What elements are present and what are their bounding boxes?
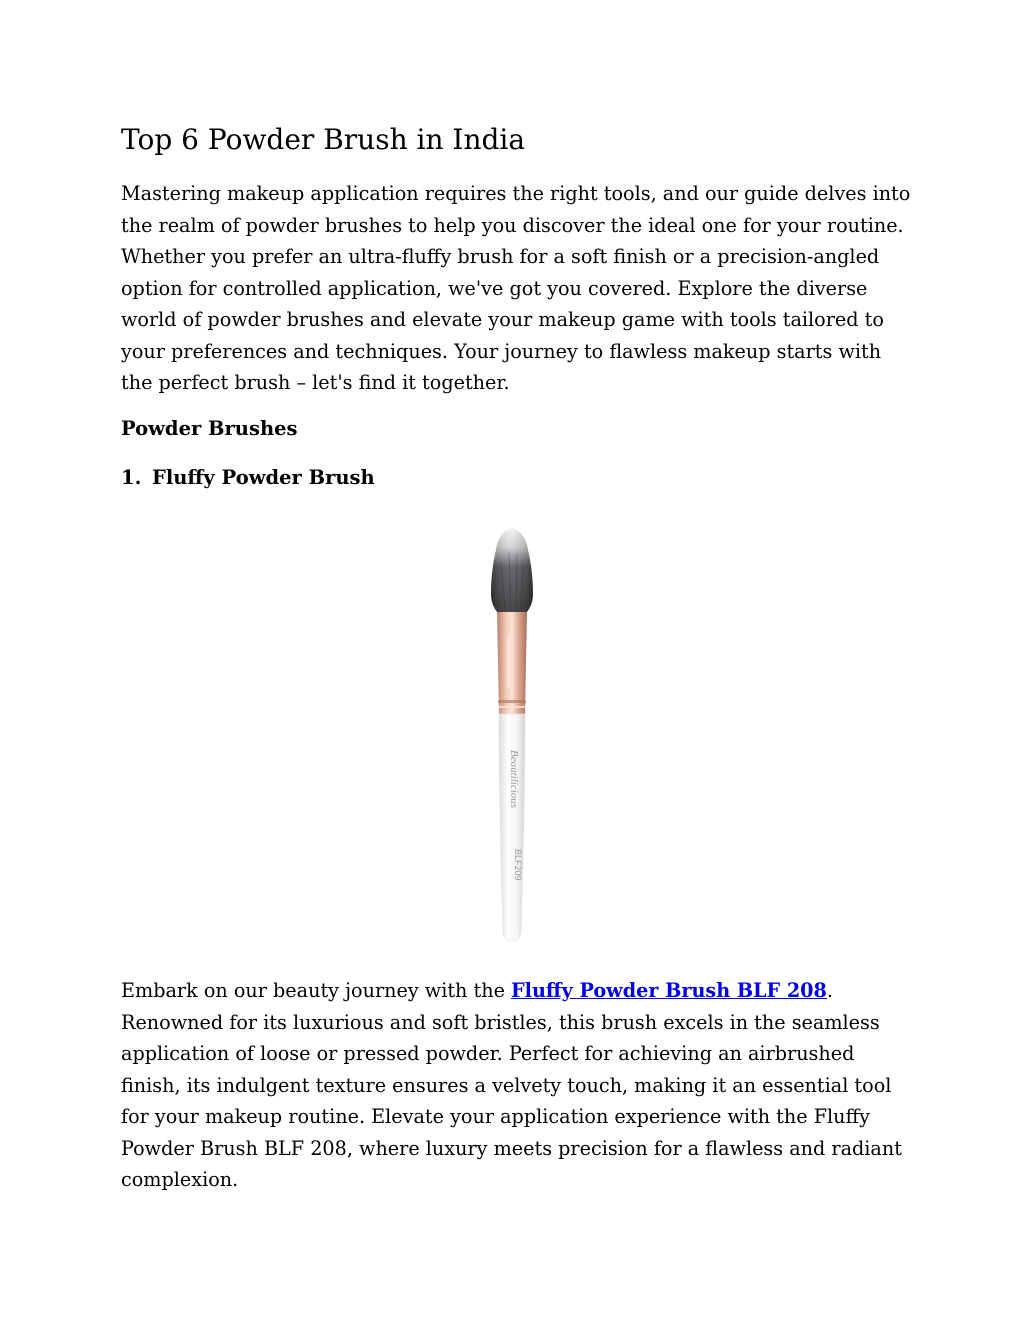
section-heading: Powder Brushes: [121, 417, 298, 440]
powder-brush-image: [467, 522, 557, 944]
description-rest: . Renowned for its luxurious and soft bristles, this brush excels in the seamless application of loose or pressed powder. Perfect for achieving an airbrushed finish, its indulgent texture ensures a velvety touch, making it an essential tool for your makeup routine. Elevate your application experience with the Fluffy Powder Brush BLF 208, where luxury meets precision for a flawless and radiant complexion.: [121, 979, 902, 1191]
intro-paragraph: Mastering makeup application requires the right tools, and our guide delves into the realm of powder brushes to help you discover the ideal one for your routine. Whether you prefer an ultra-fluffy brush for a soft finish or a precision-angled option for controlled application, we've got you covered. Explore the diverse world of powder brushes and elevate your makeup game with tools tailored to your preferences and techniques. Your journey to flawless makeup starts with the perfect brush – let's find it together.: [121, 182, 911, 394]
item-heading-text: Fluffy Powder Brush: [152, 466, 375, 489]
brush-ferrule: [497, 612, 527, 714]
item-heading: [121, 463, 375, 493]
page-title: Top 6 Powder Brush in India: [121, 123, 526, 156]
brush-handle: [499, 714, 525, 941]
item-description: [121, 975, 911, 1196]
description-lead: Embark on our beauty journey with the: [121, 979, 512, 1002]
product-link[interactable]: Fluffy Powder Brush BLF 208: [511, 979, 827, 1002]
item-number: 1.: [121, 466, 142, 489]
brush-model-text: BLF209: [513, 849, 523, 881]
brush-bristles: [491, 528, 533, 614]
brush-brand-text: Beautilicious: [508, 750, 520, 809]
